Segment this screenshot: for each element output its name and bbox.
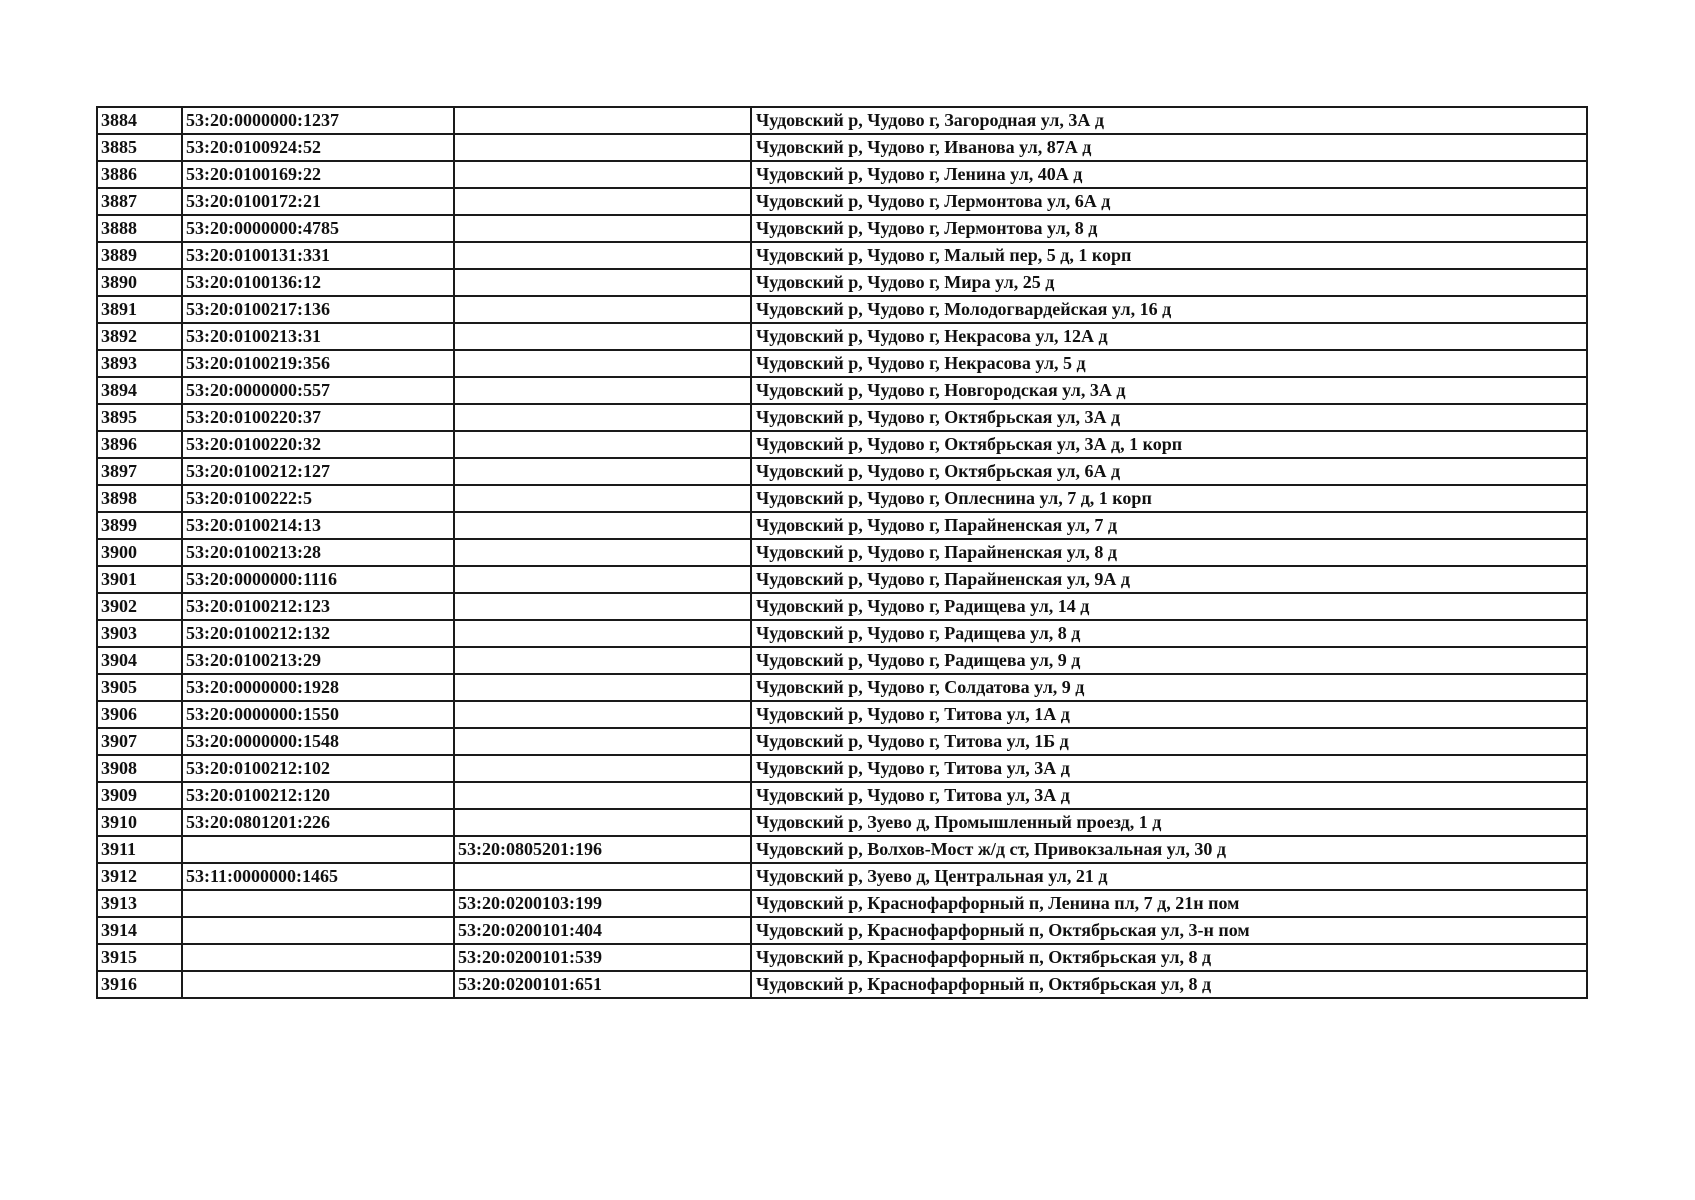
cadastral-number-cell: 53:20:0100172:21 bbox=[182, 188, 454, 215]
cadastral-number-alt-cell bbox=[454, 863, 751, 890]
cadastral-number-alt-cell bbox=[454, 242, 751, 269]
cadastral-number-alt-cell bbox=[454, 620, 751, 647]
row-number-cell: 3885 bbox=[97, 134, 182, 161]
table-row bbox=[97, 296, 1587, 323]
cadastral-number-alt-cell bbox=[454, 539, 751, 566]
cadastral-number-cell: 53:20:0100136:12 bbox=[182, 269, 454, 296]
address-cell: Чудовский р, Чудово г, Ленина ул, 40А д bbox=[751, 161, 1587, 188]
cadastral-number-cell: 53:20:0000000:1116 bbox=[182, 566, 454, 593]
table-row bbox=[97, 566, 1587, 593]
table-row bbox=[97, 215, 1587, 242]
cadastral-number-alt-cell bbox=[454, 593, 751, 620]
address-cell: Чудовский р, Краснофарфорный п, Октябрьская ул, 8 д bbox=[751, 971, 1587, 998]
table-row bbox=[97, 863, 1587, 890]
table-row bbox=[97, 377, 1587, 404]
cadastral-number-alt-cell: 53:20:0200101:404 bbox=[454, 917, 751, 944]
cadastral-number-cell: 53:20:0100213:29 bbox=[182, 647, 454, 674]
cadastral-number-cell bbox=[182, 971, 454, 998]
address-cell: Чудовский р, Чудово г, Парайненская ул, 9А д bbox=[751, 566, 1587, 593]
row-number-cell: 3893 bbox=[97, 350, 182, 377]
address-cell: Чудовский р, Чудово г, Парайненская ул, 8 д bbox=[751, 539, 1587, 566]
cadastral-number-cell bbox=[182, 944, 454, 971]
cadastral-number-cell: 53:20:0801201:226 bbox=[182, 809, 454, 836]
row-number-cell: 3910 bbox=[97, 809, 182, 836]
table-row bbox=[97, 728, 1587, 755]
address-cell: Чудовский р, Краснофарфорный п, Октябрьская ул, 8 д bbox=[751, 944, 1587, 971]
address-cell: Чудовский р, Зуево д, Промышленный проезд, 1 д bbox=[751, 809, 1587, 836]
address-cell: Чудовский р, Чудово г, Октябрьская ул, 6А д bbox=[751, 458, 1587, 485]
table-row bbox=[97, 161, 1587, 188]
cadastral-number-cell: 53:20:0100220:37 bbox=[182, 404, 454, 431]
cadastral-number-alt-cell bbox=[454, 188, 751, 215]
row-number-cell: 3887 bbox=[97, 188, 182, 215]
row-number-cell: 3901 bbox=[97, 566, 182, 593]
cadastral-number-cell: 53:20:0100212:132 bbox=[182, 620, 454, 647]
row-number-cell: 3914 bbox=[97, 917, 182, 944]
table-row bbox=[97, 404, 1587, 431]
cadastral-number-cell: 53:20:0000000:4785 bbox=[182, 215, 454, 242]
cadastral-number-alt-cell bbox=[454, 512, 751, 539]
address-cell: Чудовский р, Чудово г, Солдатова ул, 9 д bbox=[751, 674, 1587, 701]
row-number-cell: 3911 bbox=[97, 836, 182, 863]
row-number-cell: 3898 bbox=[97, 485, 182, 512]
table-row bbox=[97, 971, 1587, 998]
address-cell: Чудовский р, Чудово г, Титова ул, 1Б д bbox=[751, 728, 1587, 755]
address-cell: Чудовский р, Чудово г, Радищева ул, 9 д bbox=[751, 647, 1587, 674]
row-number-cell: 3902 bbox=[97, 593, 182, 620]
table-row bbox=[97, 350, 1587, 377]
registry-table bbox=[96, 106, 1588, 999]
cadastral-number-cell: 53:20:0100924:52 bbox=[182, 134, 454, 161]
address-cell: Чудовский р, Краснофарфорный п, Октябрьская ул, 3-н пом bbox=[751, 917, 1587, 944]
row-number-cell: 3906 bbox=[97, 701, 182, 728]
table-row bbox=[97, 836, 1587, 863]
cadastral-number-cell: 53:20:0000000:557 bbox=[182, 377, 454, 404]
row-number-cell: 3899 bbox=[97, 512, 182, 539]
cadastral-number-alt-cell bbox=[454, 377, 751, 404]
address-cell: Чудовский р, Чудово г, Радищева ул, 8 д bbox=[751, 620, 1587, 647]
cadastral-number-alt-cell bbox=[454, 485, 751, 512]
cadastral-number-alt-cell bbox=[454, 566, 751, 593]
table-row bbox=[97, 134, 1587, 161]
cadastral-number-alt-cell bbox=[454, 161, 751, 188]
cadastral-number-alt-cell bbox=[454, 755, 751, 782]
table-row bbox=[97, 188, 1587, 215]
table-row bbox=[97, 890, 1587, 917]
address-cell: Чудовский р, Зуево д, Центральная ул, 21 д bbox=[751, 863, 1587, 890]
cadastral-number-cell: 53:11:0000000:1465 bbox=[182, 863, 454, 890]
row-number-cell: 3908 bbox=[97, 755, 182, 782]
row-number-cell: 3892 bbox=[97, 323, 182, 350]
address-cell: Чудовский р, Чудово г, Титова ул, 3А д bbox=[751, 755, 1587, 782]
address-cell: Чудовский р, Чудово г, Загородная ул, 3А д bbox=[751, 107, 1587, 134]
address-cell: Чудовский р, Чудово г, Малый пер, 5 д, 1 корп bbox=[751, 242, 1587, 269]
cadastral-number-alt-cell bbox=[454, 134, 751, 161]
address-cell: Чудовский р, Краснофарфорный п, Ленина пл, 7 д, 21н пом bbox=[751, 890, 1587, 917]
address-cell: Чудовский р, Чудово г, Оплеснина ул, 7 д, 1 корп bbox=[751, 485, 1587, 512]
row-number-cell: 3895 bbox=[97, 404, 182, 431]
row-number-cell: 3900 bbox=[97, 539, 182, 566]
cadastral-number-cell: 53:20:0100169:22 bbox=[182, 161, 454, 188]
table-row bbox=[97, 323, 1587, 350]
cadastral-number-cell: 53:20:0000000:1237 bbox=[182, 107, 454, 134]
address-cell: Чудовский р, Чудово г, Молодогвардейская ул, 16 д bbox=[751, 296, 1587, 323]
cadastral-number-alt-cell bbox=[454, 269, 751, 296]
row-number-cell: 3894 bbox=[97, 377, 182, 404]
row-number-cell: 3912 bbox=[97, 863, 182, 890]
row-number-cell: 3886 bbox=[97, 161, 182, 188]
cadastral-number-cell: 53:20:0100212:123 bbox=[182, 593, 454, 620]
registry-table-body bbox=[97, 107, 1587, 998]
cadastral-number-alt-cell: 53:20:0200103:199 bbox=[454, 890, 751, 917]
table-row bbox=[97, 647, 1587, 674]
cadastral-number-alt-cell bbox=[454, 107, 751, 134]
cadastral-number-cell: 53:20:0100222:5 bbox=[182, 485, 454, 512]
table-row bbox=[97, 242, 1587, 269]
cadastral-number-cell: 53:20:0100213:31 bbox=[182, 323, 454, 350]
row-number-cell: 3888 bbox=[97, 215, 182, 242]
cadastral-number-alt-cell bbox=[454, 701, 751, 728]
cadastral-number-alt-cell: 53:20:0805201:196 bbox=[454, 836, 751, 863]
address-cell: Чудовский р, Чудово г, Титова ул, 1А д bbox=[751, 701, 1587, 728]
cadastral-number-cell: 53:20:0100212:102 bbox=[182, 755, 454, 782]
address-cell: Чудовский р, Чудово г, Мира ул, 25 д bbox=[751, 269, 1587, 296]
row-number-cell: 3897 bbox=[97, 458, 182, 485]
address-cell: Чудовский р, Чудово г, Октябрьская ул, 3А д bbox=[751, 404, 1587, 431]
cadastral-number-cell bbox=[182, 890, 454, 917]
row-number-cell: 3909 bbox=[97, 782, 182, 809]
cadastral-number-cell: 53:20:0100220:32 bbox=[182, 431, 454, 458]
address-cell: Чудовский р, Чудово г, Октябрьская ул, 3А д, 1 корп bbox=[751, 431, 1587, 458]
row-number-cell: 3896 bbox=[97, 431, 182, 458]
cadastral-number-alt-cell bbox=[454, 647, 751, 674]
table-row bbox=[97, 944, 1587, 971]
cadastral-number-cell: 53:20:0000000:1928 bbox=[182, 674, 454, 701]
table-row bbox=[97, 701, 1587, 728]
address-cell: Чудовский р, Чудово г, Некрасова ул, 5 д bbox=[751, 350, 1587, 377]
cadastral-number-alt-cell bbox=[454, 215, 751, 242]
address-cell: Чудовский р, Чудово г, Титова ул, 3А д bbox=[751, 782, 1587, 809]
table-row bbox=[97, 458, 1587, 485]
address-cell: Чудовский р, Чудово г, Радищева ул, 14 д bbox=[751, 593, 1587, 620]
cadastral-number-alt-cell bbox=[454, 350, 751, 377]
cadastral-number-cell: 53:20:0100217:136 bbox=[182, 296, 454, 323]
row-number-cell: 3905 bbox=[97, 674, 182, 701]
table-row bbox=[97, 674, 1587, 701]
cadastral-number-alt-cell bbox=[454, 296, 751, 323]
table-row bbox=[97, 512, 1587, 539]
table-row bbox=[97, 539, 1587, 566]
address-cell: Чудовский р, Чудово г, Некрасова ул, 12А д bbox=[751, 323, 1587, 350]
cadastral-number-alt-cell bbox=[454, 404, 751, 431]
address-cell: Чудовский р, Чудово г, Иванова ул, 87А д bbox=[751, 134, 1587, 161]
cadastral-number-cell: 53:20:0000000:1548 bbox=[182, 728, 454, 755]
cadastral-number-cell: 53:20:0100212:127 bbox=[182, 458, 454, 485]
cadastral-number-cell: 53:20:0100213:28 bbox=[182, 539, 454, 566]
table-row bbox=[97, 620, 1587, 647]
row-number-cell: 3904 bbox=[97, 647, 182, 674]
cadastral-number-alt-cell bbox=[454, 674, 751, 701]
row-number-cell: 3916 bbox=[97, 971, 182, 998]
table-row bbox=[97, 485, 1587, 512]
address-cell: Чудовский р, Чудово г, Новгородская ул, 3А д bbox=[751, 377, 1587, 404]
table-row bbox=[97, 269, 1587, 296]
table-row bbox=[97, 809, 1587, 836]
cadastral-number-alt-cell bbox=[454, 728, 751, 755]
table-row bbox=[97, 755, 1587, 782]
cadastral-number-cell: 53:20:0100212:120 bbox=[182, 782, 454, 809]
row-number-cell: 3884 bbox=[97, 107, 182, 134]
row-number-cell: 3891 bbox=[97, 296, 182, 323]
table-row bbox=[97, 782, 1587, 809]
cadastral-number-alt-cell bbox=[454, 323, 751, 350]
address-cell: Чудовский р, Чудово г, Лермонтова ул, 8 д bbox=[751, 215, 1587, 242]
row-number-cell: 3907 bbox=[97, 728, 182, 755]
cadastral-number-cell bbox=[182, 917, 454, 944]
address-cell: Чудовский р, Чудово г, Парайненская ул, 7 д bbox=[751, 512, 1587, 539]
cadastral-number-alt-cell bbox=[454, 458, 751, 485]
cadastral-number-alt-cell: 53:20:0200101:651 bbox=[454, 971, 751, 998]
row-number-cell: 3890 bbox=[97, 269, 182, 296]
cadastral-number-alt-cell bbox=[454, 809, 751, 836]
table-row bbox=[97, 917, 1587, 944]
row-number-cell: 3913 bbox=[97, 890, 182, 917]
cadastral-number-cell: 53:20:0000000:1550 bbox=[182, 701, 454, 728]
row-number-cell: 3903 bbox=[97, 620, 182, 647]
cadastral-number-cell bbox=[182, 836, 454, 863]
cadastral-number-alt-cell bbox=[454, 782, 751, 809]
table-row bbox=[97, 593, 1587, 620]
address-cell: Чудовский р, Чудово г, Лермонтова ул, 6А д bbox=[751, 188, 1587, 215]
address-cell: Чудовский р, Волхов-Мост ж/д ст, Привокзальная ул, 30 д bbox=[751, 836, 1587, 863]
cadastral-number-alt-cell: 53:20:0200101:539 bbox=[454, 944, 751, 971]
row-number-cell: 3915 bbox=[97, 944, 182, 971]
cadastral-number-cell: 53:20:0100219:356 bbox=[182, 350, 454, 377]
cadastral-number-cell: 53:20:0100131:331 bbox=[182, 242, 454, 269]
table-row bbox=[97, 107, 1587, 134]
table-row bbox=[97, 431, 1587, 458]
row-number-cell: 3889 bbox=[97, 242, 182, 269]
cadastral-number-cell: 53:20:0100214:13 bbox=[182, 512, 454, 539]
cadastral-number-alt-cell bbox=[454, 431, 751, 458]
